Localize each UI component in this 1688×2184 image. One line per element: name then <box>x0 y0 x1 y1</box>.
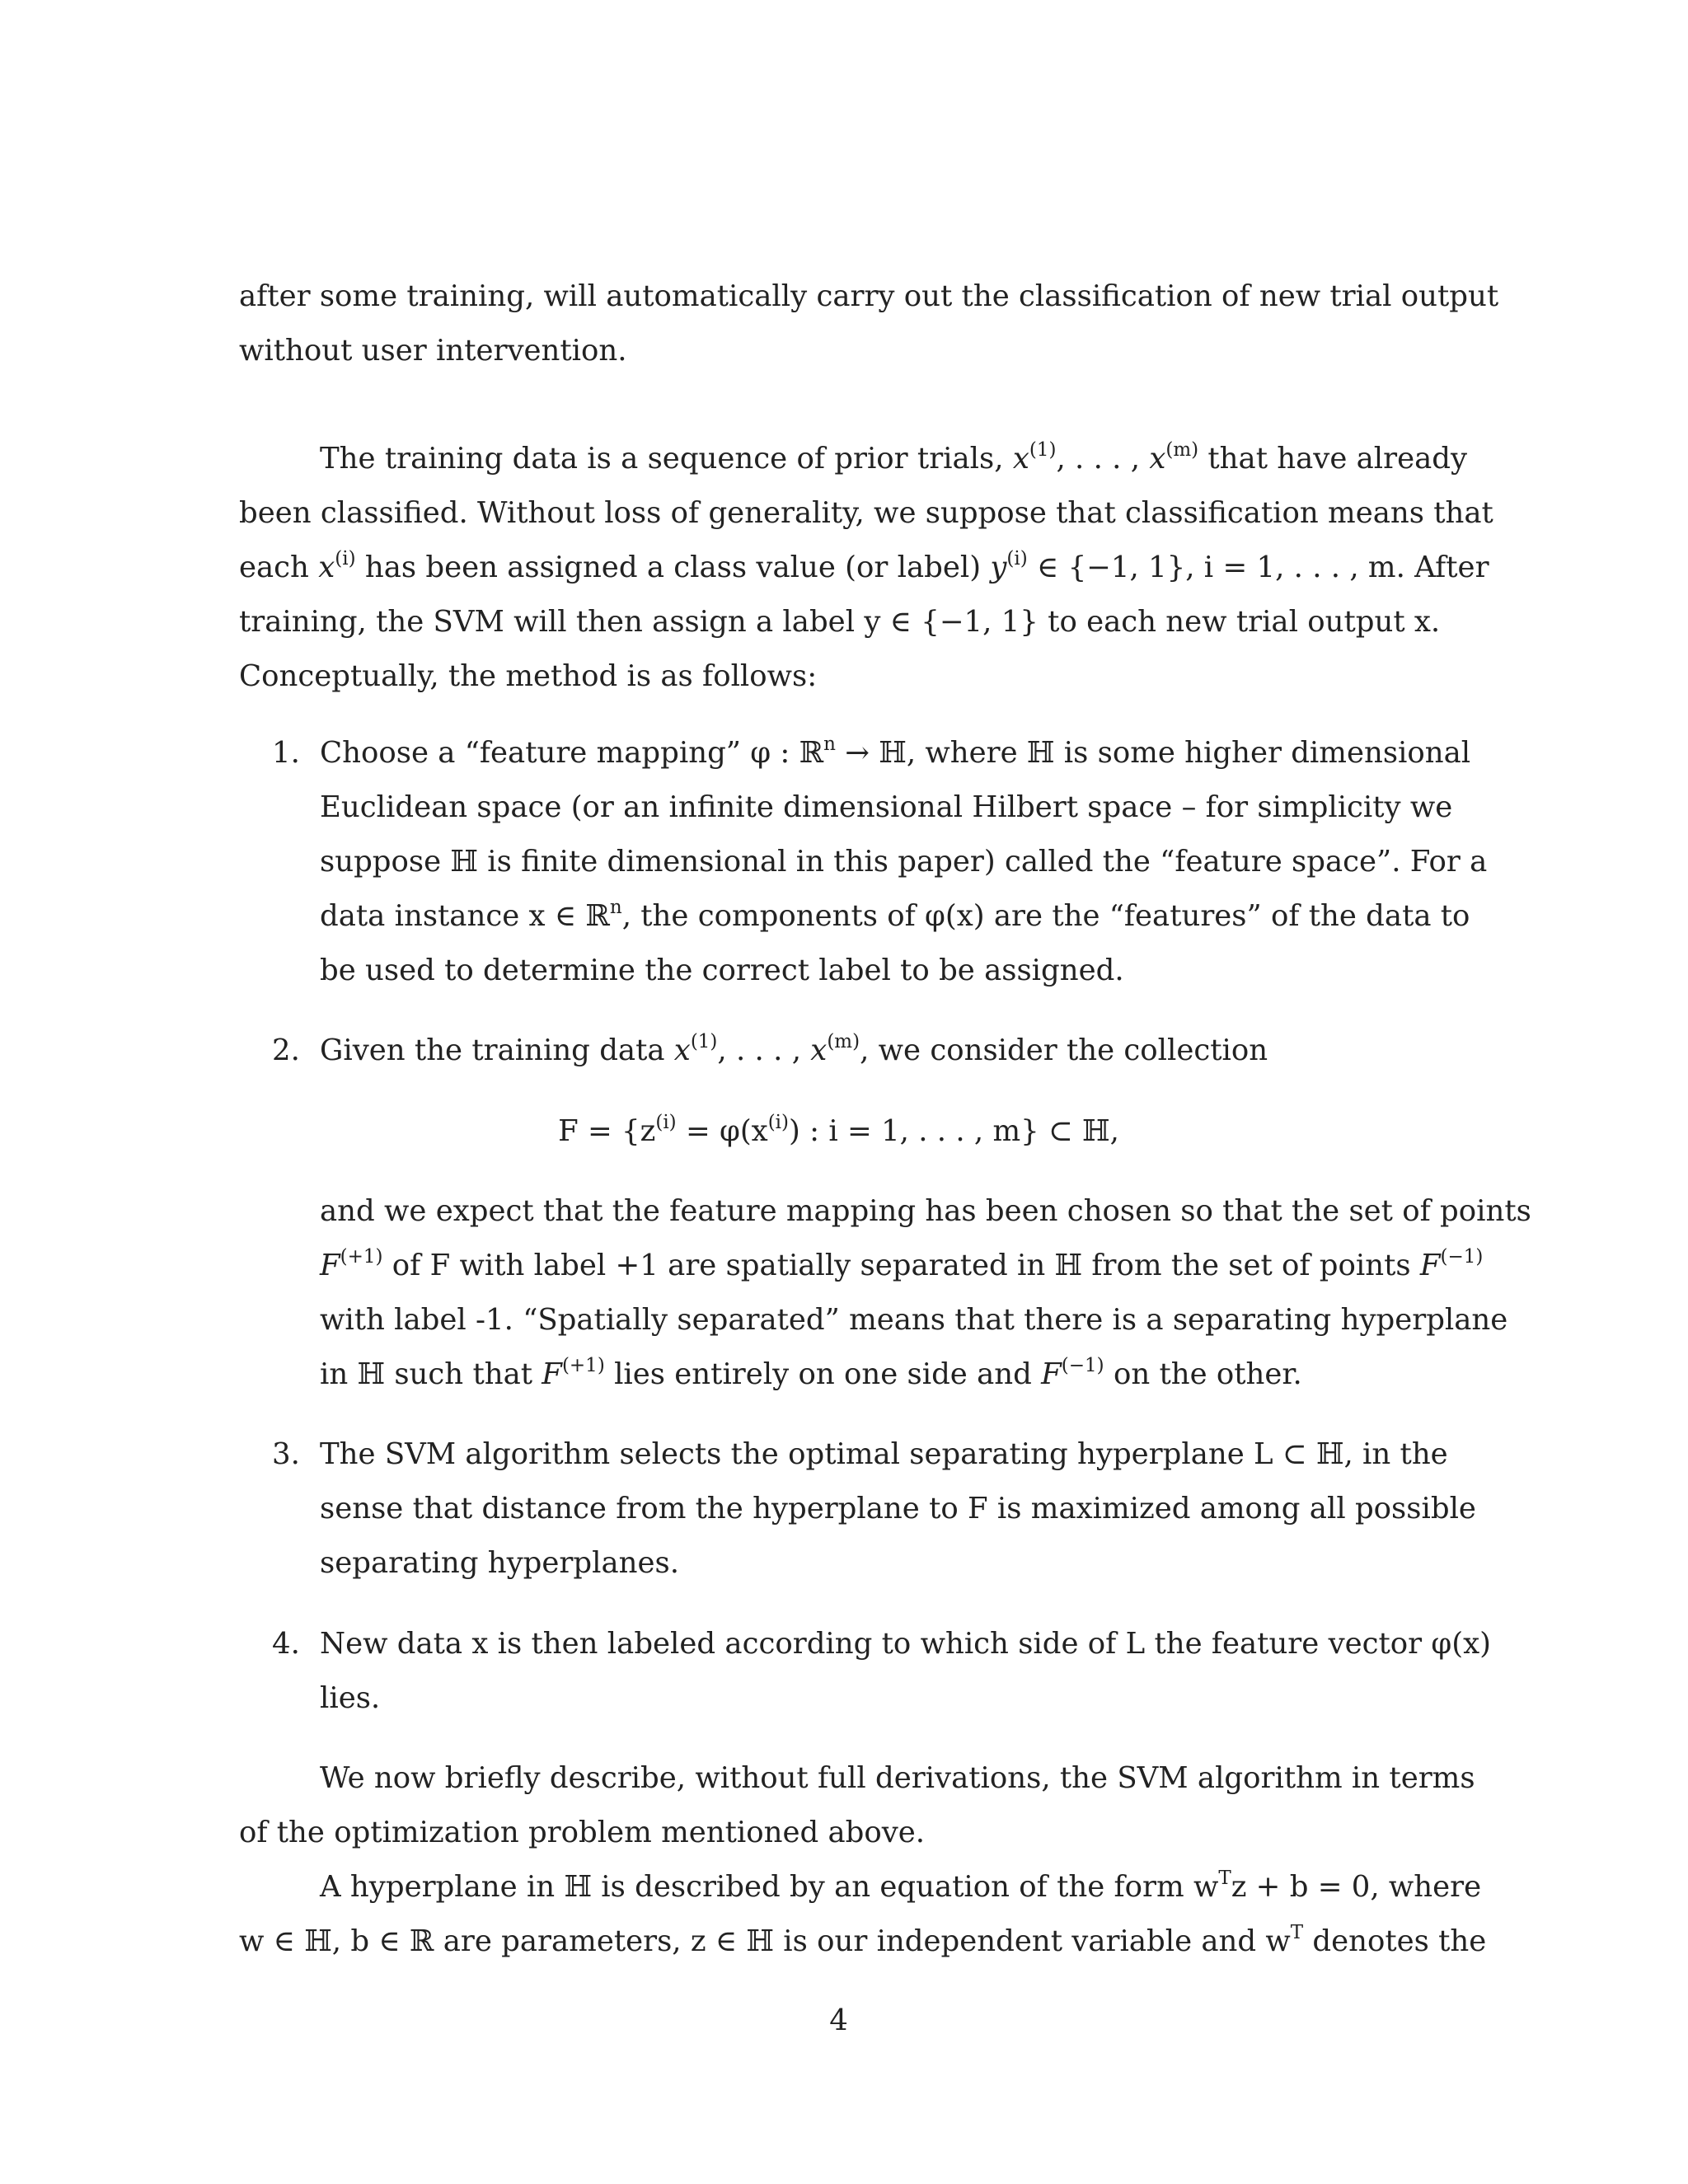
text-line: without user intervention. <box>239 334 627 368</box>
list-item-line: New data x is then labeled according to which side of L the feature vector φ(x) <box>320 1627 1491 1661</box>
list-number: 1. <box>272 736 300 770</box>
list-item-line: sense that distance from the hyperplane to F is maximized among all possible <box>320 1492 1476 1526</box>
list-item-line: $F^{(+1)}$ of F with label +1 are spatially separated in ℍ from the set of points $F^{(-1)}$ <box>320 1246 1484 1282</box>
list-item-line: and we expect that the feature mapping has been chosen so that the set of points <box>320 1194 1531 1228</box>
list-item-line: Euclidean space (or an infinite dimensional Hilbert space – for simplicity we <box>320 790 1453 824</box>
list-item-line: separating hyperplanes. <box>320 1546 679 1580</box>
list-item-line: The SVM algorithm selects the optimal separating hyperplane L ⊂ ℍ, in the <box>320 1437 1448 1471</box>
text-line: of the optimization problem mentioned above. <box>239 1816 926 1849</box>
list-item-line: lies. <box>320 1681 381 1715</box>
list-item-line: with label -1. “Spatially separated” means that there is a separating hyperplane <box>320 1303 1508 1337</box>
list-item-line: Choose a “feature mapping” φ : ℝ$^n$ → ℍ, where ℍ is some higher dimensional <box>320 733 1471 770</box>
list-number: 2. <box>272 1033 300 1067</box>
text-line: The training data is a sequence of prior trials, $x^{(1)}$, . . . , $x^{(m)}$ that have already <box>320 439 1468 476</box>
list-item-line: data instance x ∈ ℝ$^n$, the components of φ(x) are the “features” of the data to <box>320 897 1470 933</box>
text-line: training, the SVM will then assign a label y ∈ {−1, 1} to each new trial output x. <box>239 605 1441 639</box>
list-item-line: be used to determine the correct label to be assigned. <box>320 954 1124 987</box>
text-line: w ∈ ℍ, b ∈ ℝ are parameters, z ∈ ℍ is our independent variable and $w^T$ denotes the <box>239 1922 1487 1958</box>
text-line: each $x^{(i)}$ has been assigned a class value (or label) $y^{(i)}$ ∈ {−1, 1}, i = 1, . . . , m. After <box>239 548 1489 584</box>
text-line: been classified. Without loss of generality, we suppose that classification means that <box>239 496 1493 530</box>
list-number: 4. <box>272 1627 300 1661</box>
text-line: Conceptually, the method is as follows: <box>239 659 818 693</box>
text-line: after some training, will automatically carry out the classification of new trial output <box>239 279 1499 313</box>
display-equation: $F = \{z^{(i)} = \varphi(x^{(i)})$ : i = 1, . . . , m} ⊂ ℍ, <box>558 1112 1119 1148</box>
text-line: We now briefly describe, without full derivations, the SVM algorithm in terms <box>320 1761 1475 1795</box>
list-item-line: in ℍ such that $F^{(+1)}$ lies entirely on one side and $F^{(-1)}$ on the other. <box>320 1355 1302 1391</box>
list-item-line: Given the training data $x^{(1)}$, . . . , $x^{(m)}$, we consider the collection <box>320 1031 1268 1067</box>
list-number: 3. <box>272 1437 300 1471</box>
page-number: 4 <box>829 2004 848 2037</box>
list-item-line: suppose ℍ is finite dimensional in this paper) called the “feature space”. For a <box>320 845 1488 879</box>
text-line: A hyperplane in ℍ is described by an equation of the form $w^Tz + b = 0$, where <box>320 1868 1482 1904</box>
